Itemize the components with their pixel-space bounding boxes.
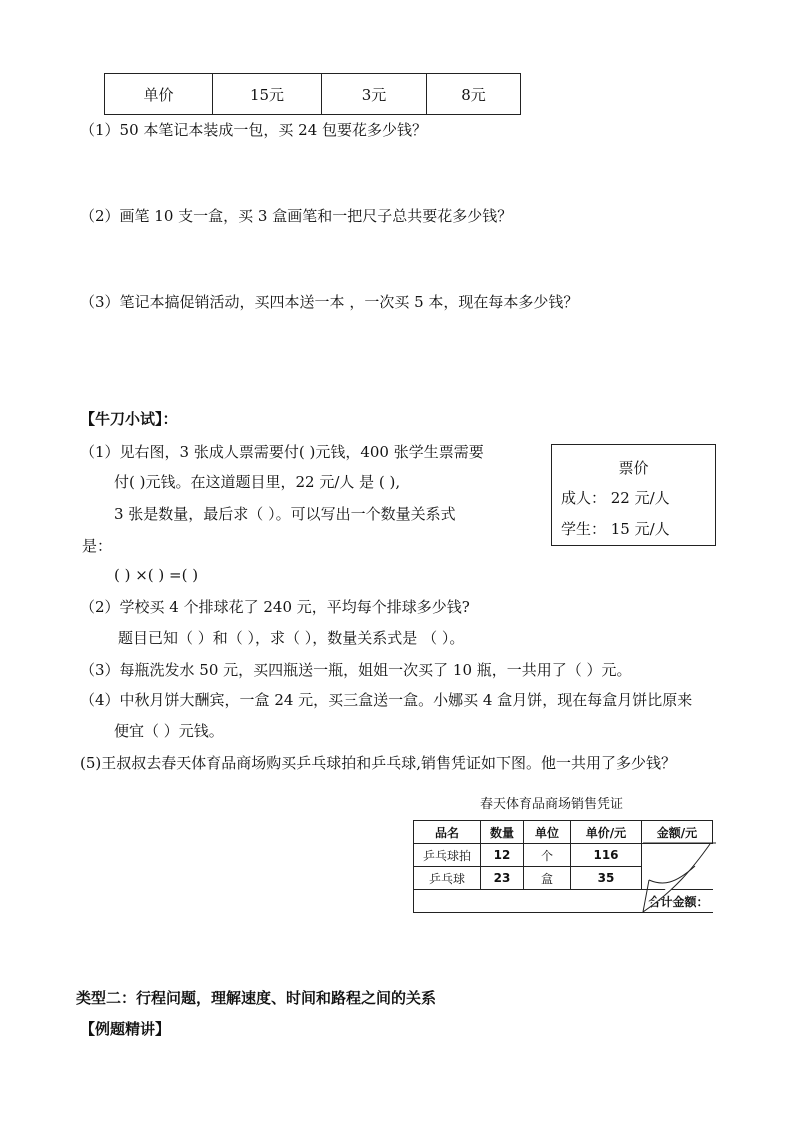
problem-2-line-2: 题目已知（ ）和（ ），求（ ），数量关系式是 （ ）。 (118, 629, 465, 647)
receipt-item-qty: 12 (481, 844, 524, 867)
receipt-total-label: 合计金额： (414, 890, 713, 913)
notebook-price-cell: 15元 (213, 74, 322, 115)
problem-1-line-4: 是： (82, 537, 113, 555)
problem-1-line-2: 付( )元钱。在这道题目里，22 元/人 是 ( ), (114, 473, 401, 491)
receipt-item-price: 116 (571, 844, 642, 867)
ticket-title: 票价 (618, 459, 649, 477)
price-label-cell: 单价 (105, 74, 213, 115)
receipt-item-unit: 盒 (524, 867, 571, 890)
receipt-header-amount: 金额/元 (642, 821, 713, 844)
problem-4-line-2: 便宜（ ）元钱。 (114, 722, 224, 740)
receipt-header-unit: 单位 (524, 821, 571, 844)
ticket-price-box (551, 444, 716, 546)
receipt-item-name: 乒乓球拍 (414, 844, 481, 867)
question-2: （2）画笔 10 支一盒，买 3 盒画笔和一把尺子总共要花多少钱？ (80, 207, 513, 225)
receipt-item-name: 乒乓球 (414, 867, 481, 890)
problem-4-line-1: （4）中秋月饼大酬宾，一盒 24 元，买三盒送一盒。小娜买 4 盒月饼，现在每盒月饼比原来 (80, 691, 693, 709)
question-3: （3）笔记本搞促销活动，买四本送一本 ，一次买 5 本，现在每本多少钱？ (80, 293, 579, 311)
receipt-header-name: 品名 (414, 821, 481, 844)
question-1: （1）50 本笔记本装成一包，买 24 包要花多少钱？ (80, 121, 428, 139)
price-table (104, 73, 521, 115)
ticket-student-price: 学生： 15 元/人 (561, 520, 670, 538)
price-row (105, 74, 521, 115)
receipt-item-unit: 个 (524, 844, 571, 867)
receipt-header-qty: 数量 (481, 821, 524, 844)
receipt-item-price: 35 (571, 867, 642, 890)
section-heading-trial: 【牛刀小试】： (80, 410, 178, 428)
receipt-header-price: 单价/元 (571, 821, 642, 844)
brush-price-cell: 3元 (322, 74, 427, 115)
receipt-title: 春天体育品商场销售凭证 (480, 797, 624, 812)
section-heading-type2: 类型二：行程问题，理解速度、时间和路程之间的关系 (76, 989, 437, 1007)
sales-receipt (413, 820, 716, 913)
problem-5: (5)王叔叔去春天体育品商场购买乒乓球拍和乒乓球,销售凭证如下图。他一共用了多少钱？ (80, 754, 677, 772)
receipt-item-qty: 23 (481, 867, 524, 890)
problem-2-line-1: （2）学校买 4 个排球花了 240 元，平均每个排球多少钱? (80, 598, 470, 616)
problem-1-line-3: 3 张是数量，最后求（ ）。可以写出一个数量关系式 (114, 505, 456, 523)
problem-1-formula: ( ) ×( ) =( ) (114, 566, 199, 584)
problem-3: （3）每瓶洗发水 50 元，买四瓶送一瓶，姐姐一次买了 10 瓶，一共用了（ ）元。 (80, 661, 632, 679)
example-heading: 【例题精讲】 (80, 1020, 171, 1038)
problem-1-line-1: （1）见右图，3 张成人票需要付( )元钱，400 张学生票需要 (80, 443, 484, 461)
receipt-page-curl (413, 820, 716, 913)
ticket-adult-price: 成人： 22 元/人 (561, 489, 670, 507)
ruler-price-cell: 8元 (427, 74, 521, 115)
